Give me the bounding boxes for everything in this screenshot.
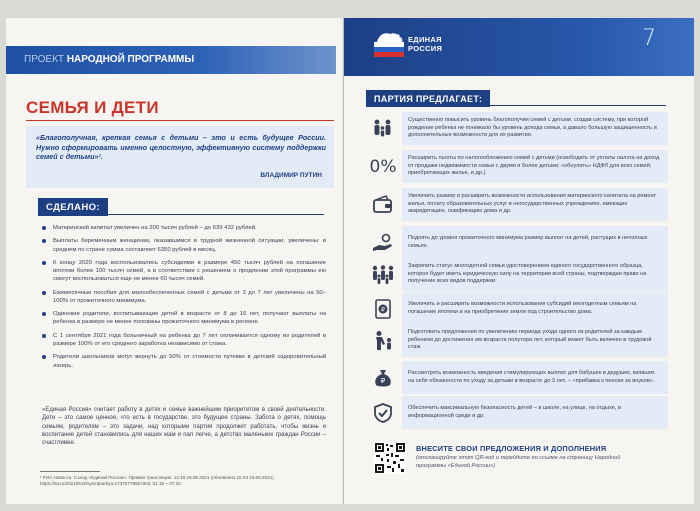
cta-subtitle: (отсканируйте этот QR-код и перейдите по ссылке на страницу Народной программы «Единой России») xyxy=(416,455,621,469)
offer-item xyxy=(370,112,668,145)
list-item: Материнский капитал увеличен на 200 тысяч рублей – до 639 432 рублей. xyxy=(42,224,326,232)
money-bag-icon xyxy=(370,365,396,391)
offer-text: Расширить льготы по налогообложению семей с детьми (освободить от уплаты налога на доход от продажи недвижимости семьи с двумя и более детьми; «обнулить» НДФЛ для всех семей, приобретающих жилье, и др.). xyxy=(402,150,668,183)
project-header-light: ПРОЕКТ xyxy=(24,54,65,65)
offer-item xyxy=(370,150,668,183)
family-icon xyxy=(370,116,396,142)
footnote-divider xyxy=(40,471,100,472)
page-number: 7 xyxy=(642,26,656,51)
offer-text: Обеспечить максимальную безопасность детей – в школе, на улице, на отдыхе, в информационной среде и др. xyxy=(402,396,668,429)
offer-text: Увеличить и расширить возможности использования субсидий многодетным семьям на погашение ипотеки и на приобретение земли под строительство дома. xyxy=(402,292,668,325)
hand-coin-icon xyxy=(370,230,396,256)
offer-item xyxy=(370,226,668,259)
done-list xyxy=(42,224,326,375)
offer-item xyxy=(370,361,668,394)
done-divider xyxy=(38,214,324,215)
left-page xyxy=(6,18,344,504)
large-family-icon xyxy=(370,262,396,288)
party-divider xyxy=(366,105,666,106)
footnote: ¹ РИА Новости. Съезд «Единой России». Прямая трансляция. 14:19 19.06.2021 (обновлено 15:43 19.06.2021) https://ria.ru/20210619/syezdpartiya-1737677855.html, 01:15 – 07:20 xyxy=(40,475,274,487)
list-item: Ежемесячные пособия для малообеспеченных семей с детьми от 3 до 7 лет увеличены на 50–100% от прожиточного минимума. xyxy=(42,289,326,305)
done-heading: СДЕЛАНО: xyxy=(38,198,108,216)
offer-text: Увеличить размер и расширить возможности использования материнского капитала на ремонт жилья, оплату образовательных услуг в негосударственных учреждениях, имеющих аккредитацию, газификацию дома и др. xyxy=(402,188,668,221)
list-item: Выплаты беременным женщинам, оказавшимся в трудной жизненной ситуации, увеличены: в среднем по стране сумма составляет 6350 рублей в месяц. xyxy=(42,237,326,253)
offer-text: Закрепить статус многодетной семьи удостоверением единого государственного образца, которое будет иметь юридическую силу на территории всей страны, подтверждая право на получение всех видов поддержки. xyxy=(402,258,668,291)
title-divider xyxy=(26,120,334,121)
shield-check-icon xyxy=(370,400,396,426)
project-header-band xyxy=(6,46,336,74)
svg-text:₽: ₽ xyxy=(381,306,385,313)
party-logo-text xyxy=(408,36,442,53)
svg-text:₽: ₽ xyxy=(380,376,386,385)
logo-line-1: ЕДИНАЯ xyxy=(408,35,442,44)
page-title: СЕМЬЯ И ДЕТИ xyxy=(26,98,159,117)
offer-item xyxy=(370,258,668,291)
percent-icon: 0% xyxy=(369,156,397,177)
offer-text: Рассмотреть возможность введения стимулирующих выплат для бабушек и дедушек, взявших на себя обязанности по уходу за детьми в возрасте до 3 лет, – «прибавка к пенсии за внуков». xyxy=(402,361,668,394)
party-header-band xyxy=(344,18,694,76)
quote-author: ВЛАДИМИР ПУТИН xyxy=(260,172,322,179)
qr-code[interactable] xyxy=(374,442,406,474)
party-offers-heading: ПАРТИЯ ПРЕДЛАГАЕТ: xyxy=(366,90,490,107)
offer-text: Существенно повысить уровень благополучия семей с детьми, создав систему, при которой рождение ребенка не понижало бы уровень дохода семьи, а давало большую защищенность и дополнительные возможности для их развития. xyxy=(402,112,668,145)
offer-item xyxy=(370,292,668,325)
project-header xyxy=(24,54,194,65)
list-item: К концу 2020 года воспользовались субсидиями в размере 450 тысяч рублей на погашение ипотеки более 100 тысяч семей, а в соответствии с решением о продлении этой программы ею смогут воспользоваться еще не менее 60 тысяч семей. xyxy=(42,259,326,283)
bear-logo-icon xyxy=(372,28,406,60)
quote-text: «Благополучная, крепкая семья с детьми – это и есть будущее России. Нужно сформировать именно целостную, эффективную систему поддержки семей с детьми»¹. xyxy=(36,133,326,162)
list-item: С 1 сентября 2021 года больничный на ребенка до 7 лет оплачивается одному из родителей в размере 100% от его среднего заработка независимо от стажа. xyxy=(42,332,326,348)
proposal-cta xyxy=(374,438,670,480)
offer-item xyxy=(370,396,668,429)
wallet-icon xyxy=(370,192,396,218)
offer-text: Подготовить предложения по увеличению периода ухода одного из родителей за каждым ребенком до достижения им возраста полутора лет, который может быть включен в трудовой стаж. xyxy=(402,324,668,357)
booklet-spread xyxy=(6,18,694,504)
quote-box xyxy=(26,126,334,188)
parent-child-icon xyxy=(370,328,396,354)
project-header-bold: НАРОДНОЙ ПРОГРАММЫ xyxy=(66,54,195,65)
cta-title: ВНЕСИТЕ СВОИ ПРЕДЛОЖЕНИЯ И ДОПОЛНЕНИЯ xyxy=(416,444,607,453)
logo-line-2: РОССИЯ xyxy=(408,43,443,53)
offer-item xyxy=(370,324,668,357)
list-item: Родители школьников могут вернуть до 50% от стоимости путевки в детский оздоровительный лагерь. xyxy=(42,353,326,369)
ruble-document-icon xyxy=(370,296,396,322)
closing-paragraph: «Единая Россия» считает работу в детях и семье важнейшим приоритетом в своей деятельности. Дети – это самое ценное, что есть в государстве, это будущее страны. Забота о детях, помощь семьям, родителям – это задачи, над которыми партия продолжит работать, чтобы жизнь и воспитание детей становились для наших мам и пап легче, а детство маленьких граждан России – счастливее. xyxy=(42,407,326,447)
list-item: Одинокие родители, воспитывающие детей в возрасте от 8 до 16 лет, получают выплаты на ребенка в размере не менее половины прожиточного минимума в регионе. xyxy=(42,310,326,326)
offer-text: Поднять до уровня прожиточного минимума размер выплат на детей, растущих в неполных семьях. xyxy=(402,226,668,259)
offer-item xyxy=(370,188,668,221)
right-page xyxy=(344,18,694,504)
